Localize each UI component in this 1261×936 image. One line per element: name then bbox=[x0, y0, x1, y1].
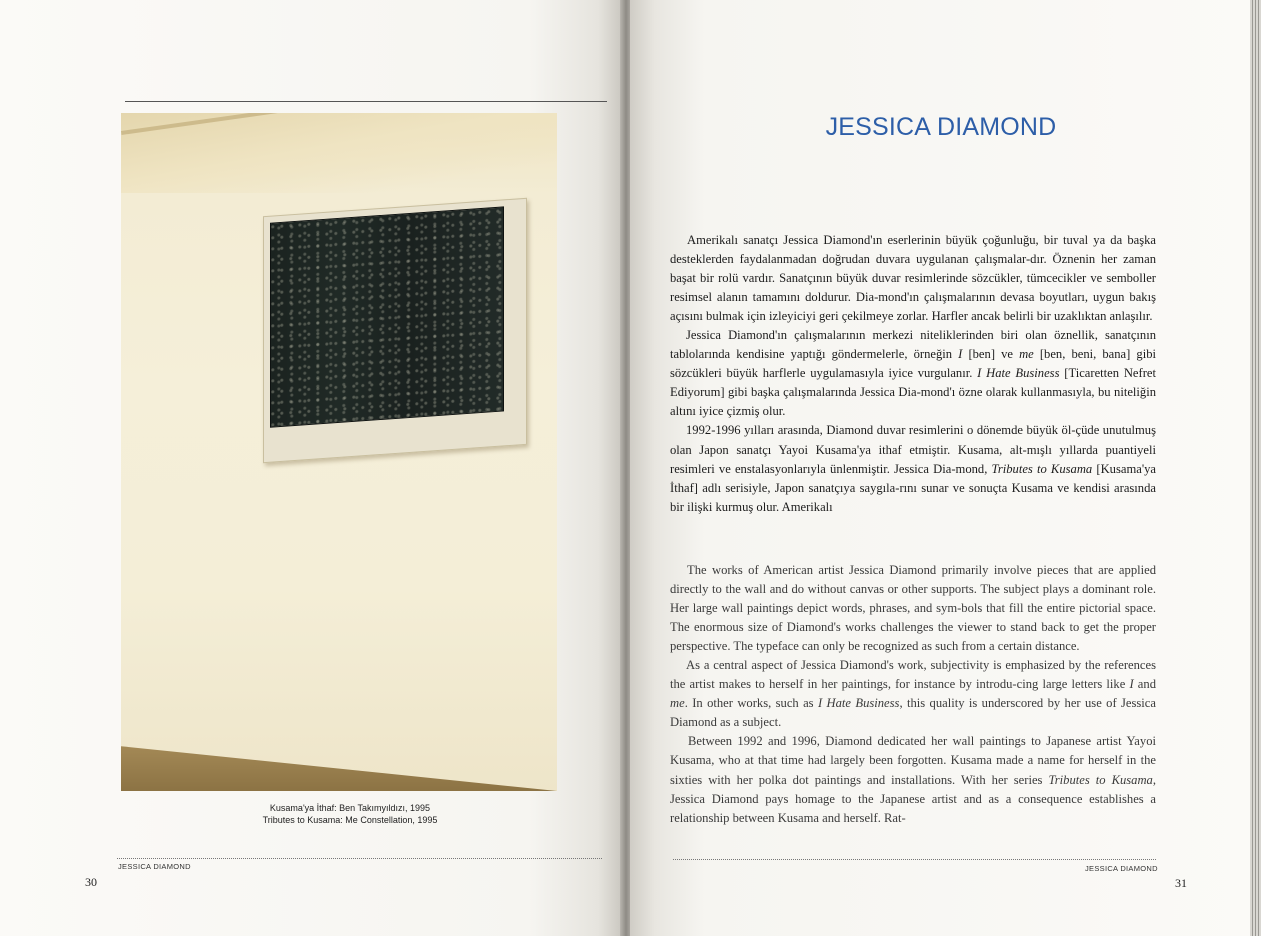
caption-english: Tributes to Kusama: Me Constellation, 1995 bbox=[262, 815, 438, 825]
page-title: JESSICA DIAMOND bbox=[825, 113, 1057, 141]
top-rule bbox=[125, 101, 607, 102]
turkish-body-text bbox=[670, 231, 1156, 517]
text-run: , this quality is underscored by her use of Jessica Diamond as a subject. bbox=[670, 696, 1156, 730]
tr-paragraph bbox=[670, 421, 1156, 516]
text-run: 1992-1996 yılları arasında, Diamond duvar resimlerini o dönemde büyük öl-çüde unutulmuş olan Japon sanatçı Yayoi Kusama'ya ithaf etmiştir. Kusama, alt-mışlı yıllarda puantiyeli resimleri ve enstalasyonlarıyla ünlenmiştir. Jessica Dia-mond, bbox=[670, 423, 1156, 476]
page-edges bbox=[1250, 0, 1261, 936]
en-paragraph bbox=[670, 732, 1156, 827]
text-run: [ben] ve bbox=[962, 347, 1020, 362]
text-run: [ben, beni, bana] gibi sözcükleri büyük harflerle uygulamasıyla iyice vurgulanır. bbox=[670, 347, 1157, 381]
english-body-text bbox=[670, 561, 1156, 828]
text-run: and bbox=[1133, 677, 1156, 692]
tr-paragraph bbox=[670, 231, 1156, 326]
text-run: , Jessica Diamond pays homage to the Japanese artist and as a consequence establishes a relationship between Kusama and herself. Rat- bbox=[670, 772, 1157, 825]
text-run: . In other works, such as bbox=[684, 696, 818, 711]
photo-floor bbox=[121, 735, 557, 791]
framed-artwork bbox=[263, 198, 527, 463]
italic-term: Tributes to Kusama bbox=[1048, 772, 1153, 787]
italic-term: me bbox=[1019, 347, 1034, 362]
right-page bbox=[630, 0, 1252, 936]
italic-term: I Hate Business bbox=[817, 696, 900, 711]
tr-paragraph bbox=[670, 326, 1156, 421]
text-run: [Ticaretten Nefret Ediyorum] gibi başka çalışmalarında Jessica Dia-mond'ı özne olarak kullanmasıyla, bu niteliğin altını iyice çizmiş olur. bbox=[670, 366, 1156, 419]
artwork-photo bbox=[121, 113, 557, 791]
running-head: JESSICA DIAMOND bbox=[118, 862, 191, 871]
italic-term: me bbox=[670, 696, 685, 711]
en-paragraph bbox=[670, 656, 1156, 732]
page-number: 31 bbox=[1175, 876, 1187, 890]
text-run: Between 1992 and 1996, Diamond dedicated her wall paintings to Japanese artist Yayoi Kusama, who at that time had largely been forgotten. Kusama made a name for herself in the sixties with her polka dot paintings and installations. With her series bbox=[670, 734, 1156, 787]
italic-term: Tributes to Kusama bbox=[991, 461, 1093, 476]
text-run: Amerikalı sanatçı Jessica Diamond'ın eserlerinin büyük çoğunluğu, bir tuval ya da başka desteklerden faydalanmadan doğrudan duvara uygulanan çalışmalar-dır. Öznenin her zaman başat bir rolü vardır. Sanatçının büyük duvar resimlerinde sözcükler, tümcecikler ve semboller resimsel alanın tamamını doldurur. Dia-mond'ın çalışmalarının devasa boyutları, uygun bakış açısını bulmak için izleyiciyi geri çekilmeye zorlar. Harfler ancak belirli bir uzaklıktan anlaşılır. bbox=[670, 233, 1156, 324]
footer-rule bbox=[673, 859, 1156, 860]
en-paragraph bbox=[670, 561, 1156, 656]
running-head: JESSICA DIAMOND bbox=[1085, 864, 1158, 873]
me-constellation-painting bbox=[270, 206, 504, 427]
left-page bbox=[0, 0, 623, 936]
italic-term: I Hate Business bbox=[977, 366, 1060, 381]
italic-term: I bbox=[1129, 677, 1134, 692]
caption-turkish: Kusama'ya İthaf: Ben Takımyıldızı, 1995 bbox=[269, 803, 431, 813]
text-run: Jessica Diamond'ın çalışmalarının merkezi niteliklerinden biri olan öznellik, sanatçının tablolarında kendisine yaptığı göndermelerle, örneğin bbox=[670, 328, 1156, 362]
footer-rule bbox=[117, 858, 602, 859]
text-run: [Kusama'ya İthaf] adlı serisiyle, Japon sanatçıya saygıla-rını sunar ve sonuçta Kusama ve kendisi arasında bir ilişki kurmuş olur. Amerikalı bbox=[670, 461, 1157, 514]
text-run: The works of American artist Jessica Diamond primarily involve pieces that are applied directly to the wall and do without canvas or other supports. The subject plays a dominant role. Her large wall paintings depict words, phrases, and sym-bols that fill the entire pictorial space. The enormous size of Diamond's works challenges the viewer to stand back to get the proper perspective. The typeface can only be recognized as such from a certain distance. bbox=[670, 563, 1156, 654]
italic-term: I bbox=[958, 347, 963, 362]
text-run: As a central aspect of Jessica Diamond's work, subjectivity is emphasized by the references the artist makes to herself in her paintings, for instance by introdu-cing large letters like bbox=[670, 658, 1156, 692]
page-number: 30 bbox=[85, 875, 97, 889]
